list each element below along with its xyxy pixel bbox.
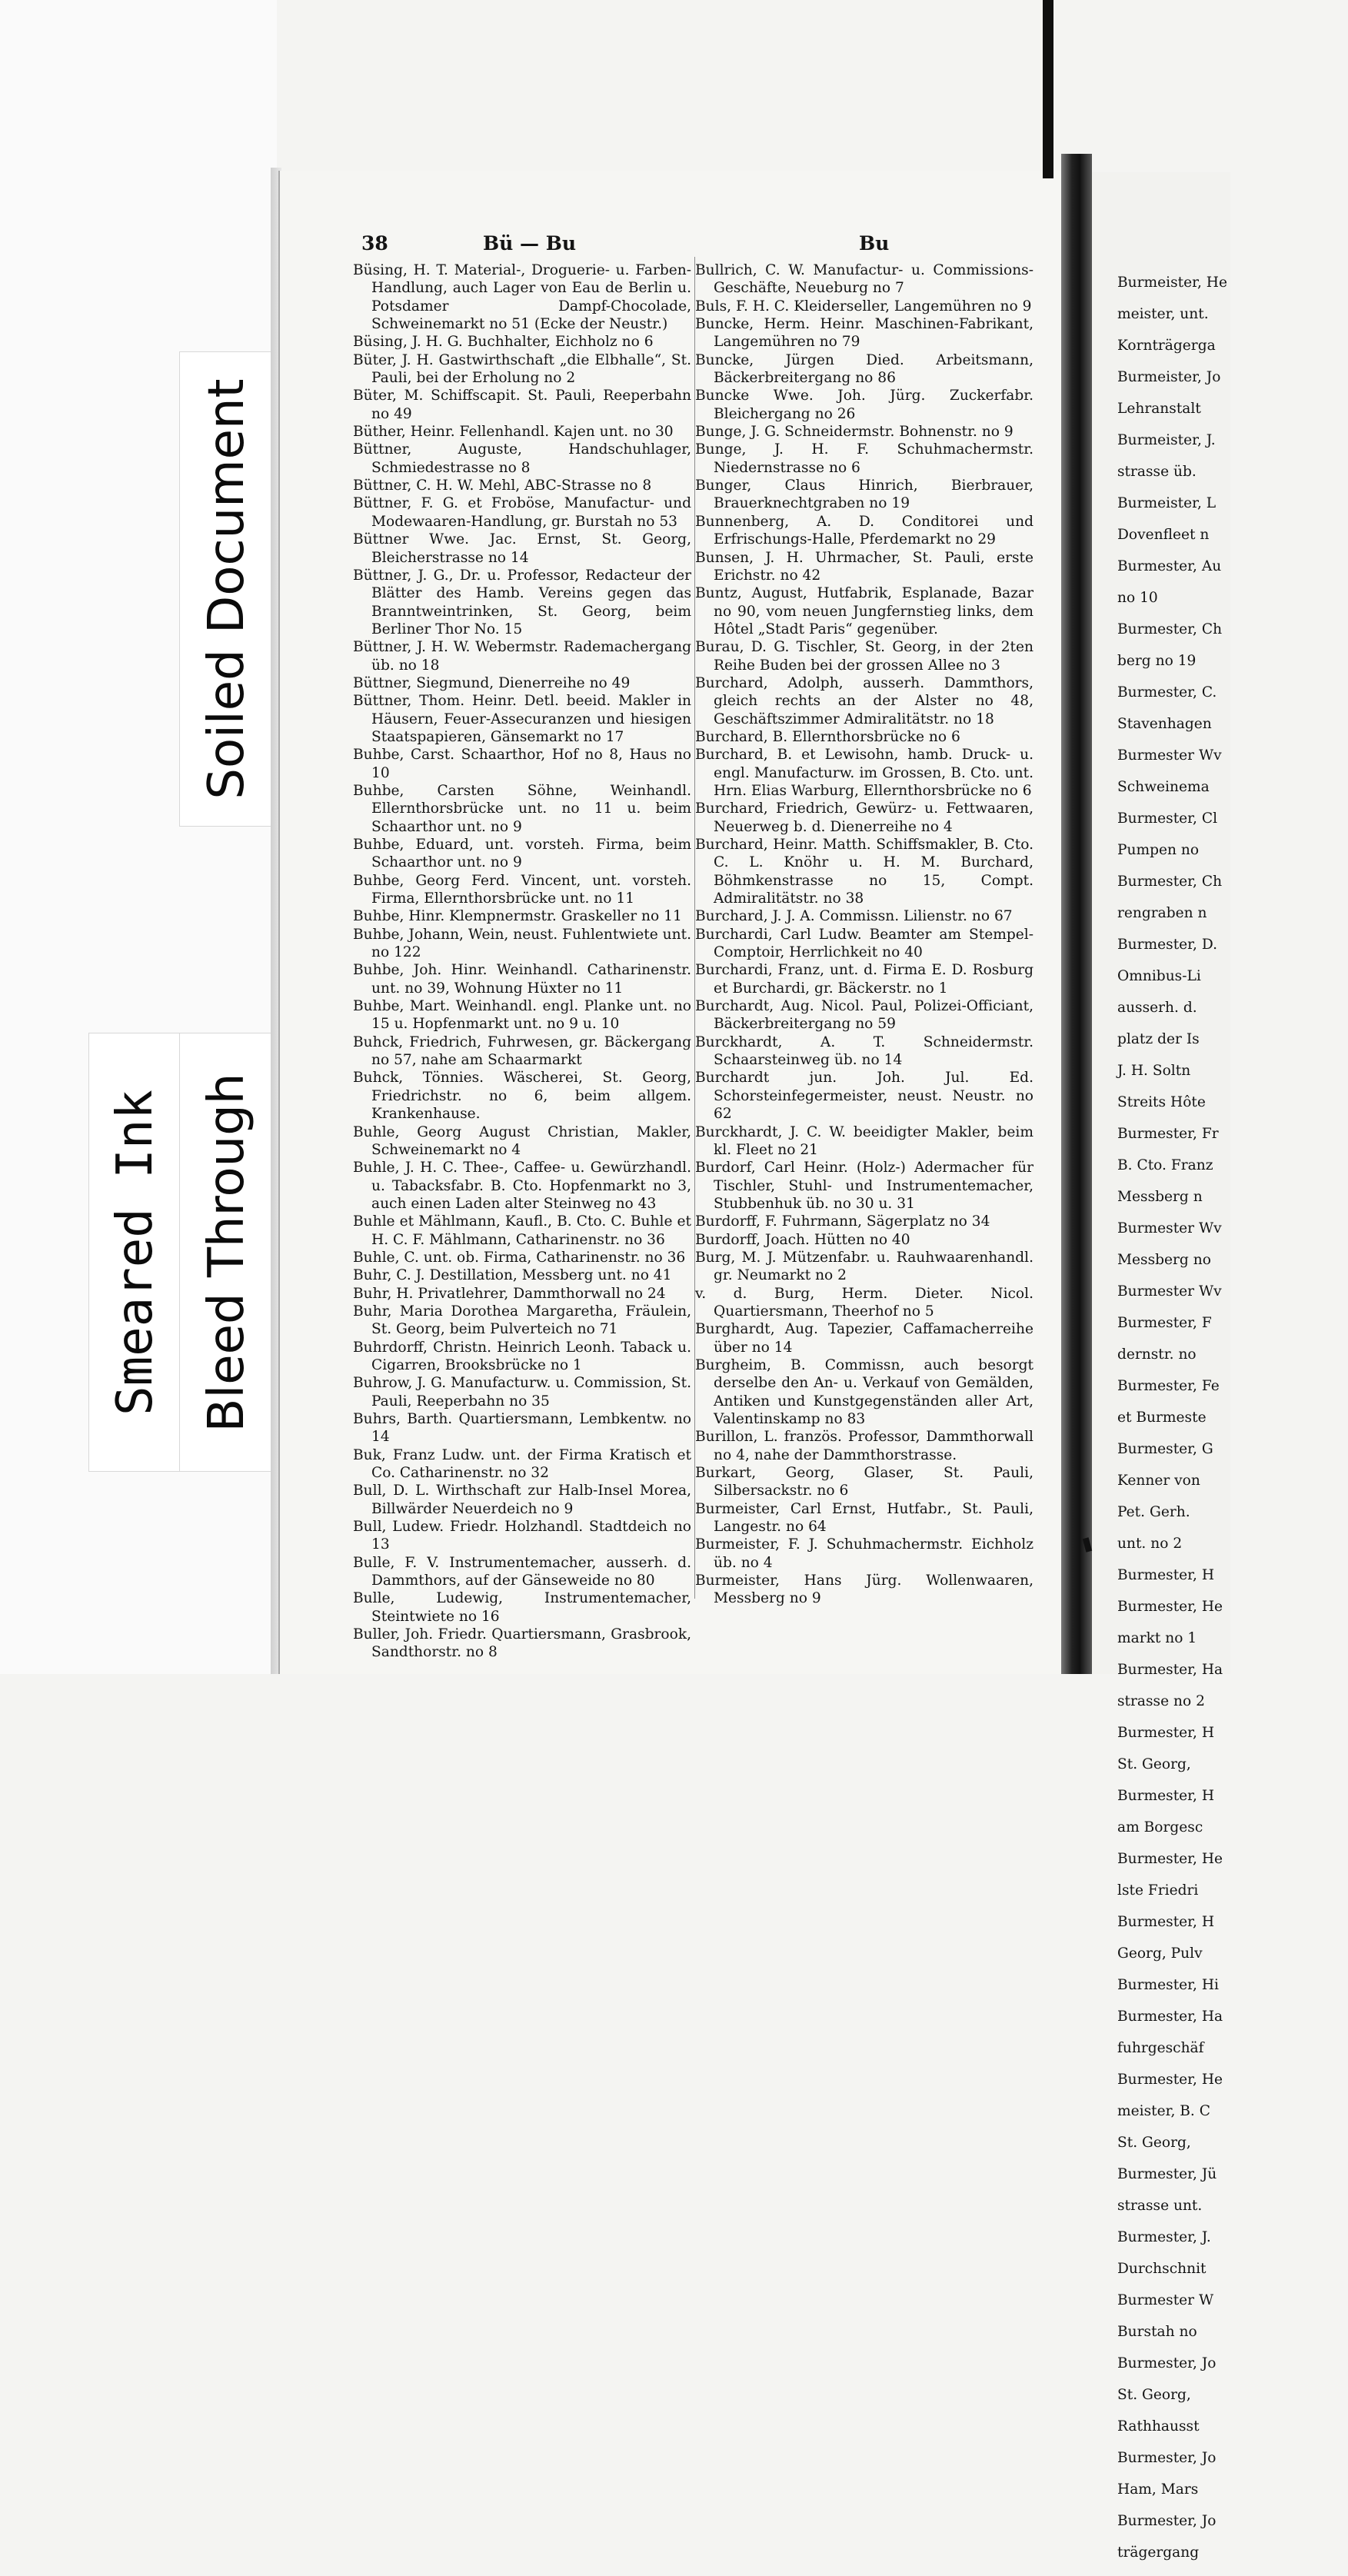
facing-page-line: Lehranstalt	[1117, 400, 1201, 417]
directory-entry: Büttner, F. G. et Froböse, Manufactur- und Modewaaren-Handlung, gr. Burstah no 53	[353, 495, 691, 530]
left-entry-column	[353, 261, 691, 1662]
directory-entry: Burchardt jun. Joh. Jul. Ed. Schorsteinfegermeister, neust. Neustr. no 62	[695, 1070, 1033, 1123]
directory-entry: Burdorff, Joach. Hütten no 40	[695, 1231, 910, 1248]
facing-page-line: Burmester, C.	[1117, 684, 1217, 701]
facing-page-line: Pet. Gerh.	[1117, 1503, 1190, 1520]
directory-entry: Bull, Ludew. Friedr. Holzhandl. Stadtdeich no 13	[353, 1519, 691, 1553]
bleed-through-label	[179, 1033, 275, 1472]
directory-entry: Buhbe, Johann, Wein, neust. Fuhlentwiete unt. no 122	[353, 926, 691, 961]
directory-entry: Büsing, J. H. G. Buchhalter, Eichholz no 6	[353, 334, 654, 351]
right-column-heading: Bu	[859, 232, 890, 255]
facing-page-line: am Borgesc	[1117, 1819, 1203, 1835]
directory-entry: Burmeister, F. J. Schuhmachermstr. Eichholz üb. no 4	[695, 1536, 1033, 1571]
facing-page-line: Burmester, Jo	[1117, 2512, 1217, 2529]
facing-page-line: St. Georg,	[1117, 2134, 1191, 2151]
facing-page-line: Pumpen no	[1117, 841, 1200, 858]
facing-page-line: Burmeister, J.	[1117, 431, 1216, 448]
directory-entry: Buhrs, Barth. Quartiersmann, Lembkentw. no 14	[353, 1411, 691, 1446]
facing-page-line: strasse üb.	[1117, 463, 1197, 480]
facing-page-line: Durchschnit	[1117, 2260, 1207, 2277]
facing-page	[1092, 172, 1230, 2561]
directory-entry: Bunge, J. G. Schneidermstr. Bohnenstr. no 9	[695, 424, 1013, 441]
directory-entry: Buhle, C. unt. ob. Firma, Catharinenstr. no 36	[353, 1249, 686, 1266]
directory-entry: Buhrdorff, Christn. Heinrich Leonh. Taback u. Cigarren, Brooksbrücke no 1	[353, 1339, 691, 1373]
facing-page-line: lste Friedri	[1117, 1882, 1199, 1899]
directory-entry: Buhck, Tönnies. Wäscherei, St. Georg, Friedrichstr. no 6, beim allgem. Krankenhause.	[353, 1070, 691, 1123]
directory-entry: Büttner, Siegmund, Dienerreihe no 49	[353, 674, 631, 691]
right-entry-column	[695, 261, 1033, 1608]
facing-page-line: Burmester, Hi	[1117, 1976, 1220, 1993]
facing-page-line: B. Cto. Franz	[1117, 1157, 1213, 1173]
directory-entry: Büter, M. Schiffscapit. St. Pauli, Reeperbahn no 49	[353, 388, 691, 422]
directory-entry: Burchardi, Franz, unt. d. Firma E. D. Rosburg et Burchardi, gr. Bäckerstr. no 1	[695, 962, 1033, 997]
directory-entry: Buhle, Georg August Christian, Makler, Schweinemarkt no 4	[353, 1123, 691, 1158]
facing-page-line: Burmester Wv	[1117, 747, 1222, 764]
directory-entry: Büttner, J. H. W. Webermstr. Rademachergang üb. no 18	[353, 639, 691, 674]
directory-entry: Buk, Franz Ludw. unt. der Firma Kratisch et Co. Catharinenstr. no 32	[353, 1446, 691, 1482]
soiled-document-label	[179, 351, 275, 827]
facing-page-line: Burstah no	[1117, 2323, 1197, 2340]
directory-entry: Burckhardt, J. C. W. beeidigter Makler, beim kl. Fleet no 21	[695, 1123, 1033, 1158]
facing-page-line: Burmester, He	[1117, 1850, 1223, 1867]
facing-page-line: Burmeister, L	[1117, 494, 1217, 511]
facing-page-line: Messberg n	[1117, 1188, 1203, 1205]
directory-entry: Buhle, J. H. C. Thee-, Caffee- u. Gewürzhandl. u. Tabacksfabr. B. Cto. Hopfenmarkt no 3, auch einen Laden alter Steinweg no 43	[353, 1160, 691, 1212]
directory-entry: Buhbe, Carsten Söhne, Weinhandl. Ellernthorsbrücke unt. no 11 u. beim Schaarthor unt. no 9	[353, 782, 691, 835]
directory-entry: Buhr, H. Privatlehrer, Dammthorwall no 24	[353, 1285, 666, 1302]
directory-entry: Buller, Joh. Friedr. Quartiersmann, Grasbrook, Sandthorstr. no 8	[353, 1626, 691, 1661]
facing-page-line: Messberg no	[1117, 1251, 1211, 1268]
facing-page-line: Rathhausst	[1117, 2418, 1200, 2435]
directory-entry: Bull, D. L. Wirthschaft zur Halb-Insel Morea, Billwärder Neuerdeich no 9	[353, 1483, 691, 1517]
facing-page-line: Burmester Wv	[1117, 1220, 1222, 1236]
facing-page-column	[1117, 260, 1348, 2576]
facing-page-line: Dovenfleet n	[1117, 526, 1210, 543]
facing-page-line: Burmester, G	[1117, 1440, 1213, 1457]
directory-entry: Büttner, C. H. W. Mehl, ABC-Strasse no 8	[353, 478, 652, 494]
directory-entry: Burmeister, Carl Ernst, Hutfabr., St. Pauli, Langestr. no 64	[695, 1500, 1033, 1536]
directory-entry: Buhbe, Carst. Schaarthor, Hof no 8, Haus no 10	[353, 747, 691, 781]
directory-entry: Buhbe, Hinr. Klempnermstr. Graskeller no 11	[353, 908, 682, 925]
facing-page-line: fuhrgeschäf	[1117, 2039, 1204, 2056]
facing-page-line: Burmester, He	[1117, 2071, 1223, 2088]
directory-entry: Buncke Wwe. Joh. Jürg. Zuckerfabr. Bleichergang no 26	[695, 388, 1033, 422]
facing-page-line: Kornträgerga	[1117, 337, 1216, 354]
facing-page-line: markt no 1	[1117, 1629, 1197, 1646]
facing-page-line: Streits Hôte	[1117, 1093, 1206, 1110]
directory-entry: Büttner, Auguste, Handschuhlager, Schmiedestrasse no 8	[353, 441, 691, 476]
directory-entry: Bulle, F. V. Instrumentemacher, ausserh. d. Dammthors, auf der Gänseweide no 80	[353, 1554, 691, 1589]
facing-page-line: Burmester, Ha	[1117, 2008, 1223, 2025]
facing-page-line: Burmester, H	[1117, 1913, 1215, 1930]
facing-page-line: Burmester Wv	[1117, 1283, 1222, 1300]
page-number: 38	[361, 232, 388, 255]
directory-entry: Büttner, J. G., Dr. u. Professor, Redacteur der Blätter des Hamb. Vereins gegen das Branntweintrinken, St. Georg, beim Berliner Thor No. 15	[353, 567, 691, 637]
directory-entry: Buhck, Friedrich, Fuhrwesen, gr. Bäckergang no 57, nahe am Schaarmarkt	[353, 1033, 691, 1069]
facing-page-line: Burmester, Ch	[1117, 621, 1223, 637]
directory-entry: Buncke, Jürgen Died. Arbeitsmann, Bäckerbreitergang no 86	[695, 351, 1033, 387]
directory-entry: Bunsen, J. H. Uhrmacher, St. Pauli, erste Erichstr. no 42	[695, 549, 1033, 584]
directory-entry: Bullrich, C. W. Manufactur- u. Commissions-Geschäfte, Neueburg no 7	[695, 262, 1033, 297]
facing-page-line: Burmeister, He	[1117, 274, 1228, 291]
facing-page-line: Burmester, Jü	[1117, 2165, 1217, 2182]
directory-entry: Bunger, Claus Hinrich, Bierbrauer, Brauerknechtgraben no 19	[695, 478, 1033, 512]
facing-page-line: unt. no 2	[1117, 1535, 1183, 1552]
directory-entry: Burchard, J. J. A. Commissn. Lilienstr. no 67	[695, 908, 1013, 925]
facing-page-line: Burmeister, Jo	[1117, 368, 1221, 385]
directory-entry: Burckhardt, A. T. Schneidermstr. Schaarsteinweg üb. no 14	[695, 1033, 1033, 1069]
facing-page-line: Stavenhagen	[1117, 715, 1212, 732]
left-column-heading: Bü — Bu	[483, 232, 577, 255]
facing-page-line: St. Georg,	[1117, 2386, 1191, 2403]
directory-entry: Burdorf, Carl Heinr. (Holz-) Adermacher für Tischler, Stuhl- und Instrumentemacher, Stubbenhuk üb. no 30 u. 31	[695, 1160, 1033, 1212]
directory-entry: Büter, J. H. Gastwirthschaft „die Elbhalle“, St. Pauli, bei der Erholung no 2	[353, 351, 691, 387]
facing-page-line: et Burmeste	[1117, 1409, 1207, 1426]
facing-page-line: Burmester, Ch	[1117, 873, 1223, 890]
directory-entry: Burchardi, Carl Ludw. Beamter am Stempel-Comptoir, Herrlichkeit no 40	[695, 926, 1033, 961]
bleed-through-text: Bleed Through	[198, 1073, 255, 1432]
directory-entry: Buncke, Herm. Heinr. Maschinen-Fabrikant, Langemühren no 79	[695, 316, 1033, 351]
facing-page-line: dernstr. no	[1117, 1346, 1197, 1363]
directory-entry: Buhle et Mählmann, Kaufl., B. Cto. C. Buhle et H. C. F. Mählmann, Catharinenstr. no 36	[353, 1213, 691, 1248]
directory-entry: Büttner Wwe. Jac. Ernst, St. Georg, Bleicherstrasse no 14	[353, 531, 691, 566]
directory-entry: Burdorff, F. Fuhrmann, Sägerplatz no 34	[695, 1213, 990, 1230]
book-gutter	[1061, 154, 1092, 1674]
facing-page-line: Burmester, F	[1117, 1314, 1212, 1331]
facing-page-line: strasse unt.	[1117, 2197, 1203, 2214]
facing-page-line: Burmester, Ha	[1117, 1661, 1223, 1678]
directory-entry: Büther, Heinr. Fellenhandl. Kajen unt. no 30	[353, 424, 674, 441]
facing-page-line: Georg, Pulv	[1117, 1945, 1203, 1962]
directory-entry: v. d. Burg, Herm. Dieter. Nicol. Quartiersmann, Theerhof no 5	[695, 1285, 1033, 1320]
binding-edge	[1043, 0, 1053, 178]
facing-page-line: Burmester W	[1117, 2291, 1214, 2308]
facing-page-line: Burmester, Fr	[1117, 1125, 1219, 1142]
facing-page-line: ausserh. d.	[1117, 999, 1197, 1016]
directory-entry: Buhbe, Mart. Weinhandl. engl. Planke unt. no 15 u. Hopfenmarkt unt. no 9 u. 10	[353, 998, 691, 1033]
facing-page-line: Burmester, He	[1117, 1598, 1223, 1615]
directory-entry: Buls, F. H. C. Kleiderseller, Langemühren no 9	[695, 298, 1032, 315]
facing-page-line: St. Georg,	[1117, 1756, 1191, 1772]
directory-entry: Burmeister, Hans Jürg. Wollenwaaren, Messberg no 9	[695, 1573, 1033, 1607]
facing-page-line: Burmester, J.	[1117, 2228, 1211, 2245]
facing-page-line: meister, unt.	[1117, 305, 1209, 322]
facing-page-line: strasse no 2	[1117, 1692, 1205, 1709]
directory-entry: Buhbe, Joh. Hinr. Weinhandl. Catharinenstr. unt. no 39, Wohnung Hüxter no 11	[353, 962, 691, 997]
directory-entry: Büttner, Thom. Heinr. Detl. beeid. Makler in Häusern, Feuer-Assecuranzen und hiesigen Staatspapieren, Gänsemarkt no 17	[353, 693, 691, 745]
directory-entry: Burchardt, Aug. Nicol. Paul, Polizei-Officiant, Bäckerbreitergang no 59	[695, 998, 1033, 1033]
directory-entry: Burchard, Adolph, ausserh. Dammthors, gleich rechts an der Alster no 48, Geschäftszimmer Admiralitätstr. no 18	[695, 674, 1033, 727]
directory-entry: Burgheim, B. Commissn, auch besorgt derselbe den An- u. Verkauf von Gemälden, Antiken und Kunstgegenständen aller Art, Valentinskamp no 83	[695, 1356, 1033, 1427]
directory-entry: Burillon, L. französ. Professor, Dammthorwall no 4, nahe der Dammthorstrasse.	[695, 1429, 1033, 1463]
facing-page-line: no 10	[1117, 589, 1158, 606]
facing-page-line: Schweinema	[1117, 778, 1210, 795]
facing-page-line: Burmester, Au	[1117, 557, 1222, 574]
facing-page-line: meister, B. C	[1117, 2102, 1210, 2119]
directory-entry: Bunge, J. H. F. Schuhmachermstr. Niedernstrasse no 6	[695, 441, 1033, 476]
facing-page-line: berg no 19	[1117, 652, 1197, 669]
directory-entry: Buhr, C. J. Destillation, Messberg unt. no 41	[353, 1267, 672, 1284]
directory-entry: Burghardt, Aug. Tapezier, Caffamacherreihe über no 14	[695, 1321, 1033, 1356]
facing-page-line: Burmester, Cl	[1117, 810, 1218, 827]
facing-page-line: Burmester, Fe	[1117, 1377, 1220, 1394]
facing-page-line: rengraben n	[1117, 904, 1207, 921]
facing-page-line: Burmester, Jo	[1117, 2355, 1217, 2371]
directory-entry: Burchard, B. et Lewisohn, hamb. Druck- u. engl. Manufacturw. im Grossen, B. Cto. unt. Hrn. Elias Warburg, Ellernthorsbrücke no 6	[695, 747, 1033, 799]
directory-entry: Burkart, Georg, Glaser, St. Pauli, Silbersackstr. no 6	[695, 1465, 1033, 1499]
directory-entry: Buhbe, Georg Ferd. Vincent, unt. vorsteh. Firma, Ellernthorsbrücke unt. no 11	[353, 872, 691, 907]
facing-page-line: Burmester, H	[1117, 1566, 1215, 1583]
facing-page-line: Burmester, Jo	[1117, 2449, 1217, 2466]
facing-page-line: Kenner von	[1117, 1472, 1200, 1489]
smeared-ink-label	[88, 1033, 182, 1472]
facing-page-line: Burmester, H	[1117, 1724, 1215, 1741]
directory-entry: Buntz, August, Hutfabrik, Esplanade, Bazar no 90, vom neuen Jungfernstieg links, dem Hôtel „Stadt Paris“ gegenüber.	[695, 585, 1033, 637]
directory-entry: Büsing, H. T. Material-, Droguerie- u. Farben-Handlung, auch Lager von Eau de Berlin u. Potsdamer Dampf-Chocolade, Schweinemarkt no 51 (Ecke der Neustr.)	[353, 262, 691, 333]
facing-page-line: trägergang	[1117, 2544, 1200, 2561]
facing-page-line: J. H. Soltn	[1117, 1062, 1191, 1079]
directory-entry: Burau, D. G. Tischler, St. Georg, in der 2ten Reihe Buden bei der grossen Allee no 3	[695, 639, 1033, 674]
directory-entry: Buhbe, Eduard, unt. vorsteh. Firma, beim Schaarthor unt. no 9	[353, 837, 691, 871]
directory-entry: Burchard, B. Ellernthorsbrücke no 6	[695, 728, 960, 745]
directory-entry: Bulle, Ludewig, Instrumentemacher, Steintwiete no 16	[353, 1590, 691, 1625]
facing-page-line: Burmester, H	[1117, 1787, 1215, 1804]
facing-page-line: platz der Is	[1117, 1030, 1200, 1047]
directory-entry: Burchard, Friedrich, Gewürz- u. Fettwaaren, Neuerweg b. d. Dienerreihe no 4	[695, 800, 1033, 835]
directory-entry: Bunnenberg, A. D. Conditorei und Erfrischungs-Halle, Pferdemarkt no 29	[695, 513, 1033, 548]
directory-entry: Burg, M. J. Mützenfabr. u. Rauhwaarenhandl. gr. Neumarkt no 2	[695, 1249, 1033, 1284]
soiled-document-text: Soiled Document	[198, 378, 255, 800]
directory-entry: Buhr, Maria Dorothea Margaretha, Fräulein, St. Georg, beim Pulverteich no 71	[353, 1303, 691, 1338]
facing-page-line: Ham, Mars	[1117, 2481, 1199, 2498]
facing-page-line: Burmester, D.	[1117, 936, 1218, 953]
facing-page-line: Omnibus-Li	[1117, 967, 1201, 984]
directory-entry: Burchard, Heinr. Matth. Schiffsmakler, B. Cto. C. L. Knöhr u. H. M. Burchard, Böhmkenstrasse no 15, Compt. Admiralitätstr. no 38	[695, 837, 1033, 907]
smeared-ink-text: Smeared Ink	[107, 1089, 164, 1416]
directory-entry: Buhrow, J. G. Manufacturw. u. Commission, St. Pauli, Reeperbahn no 35	[353, 1375, 691, 1409]
